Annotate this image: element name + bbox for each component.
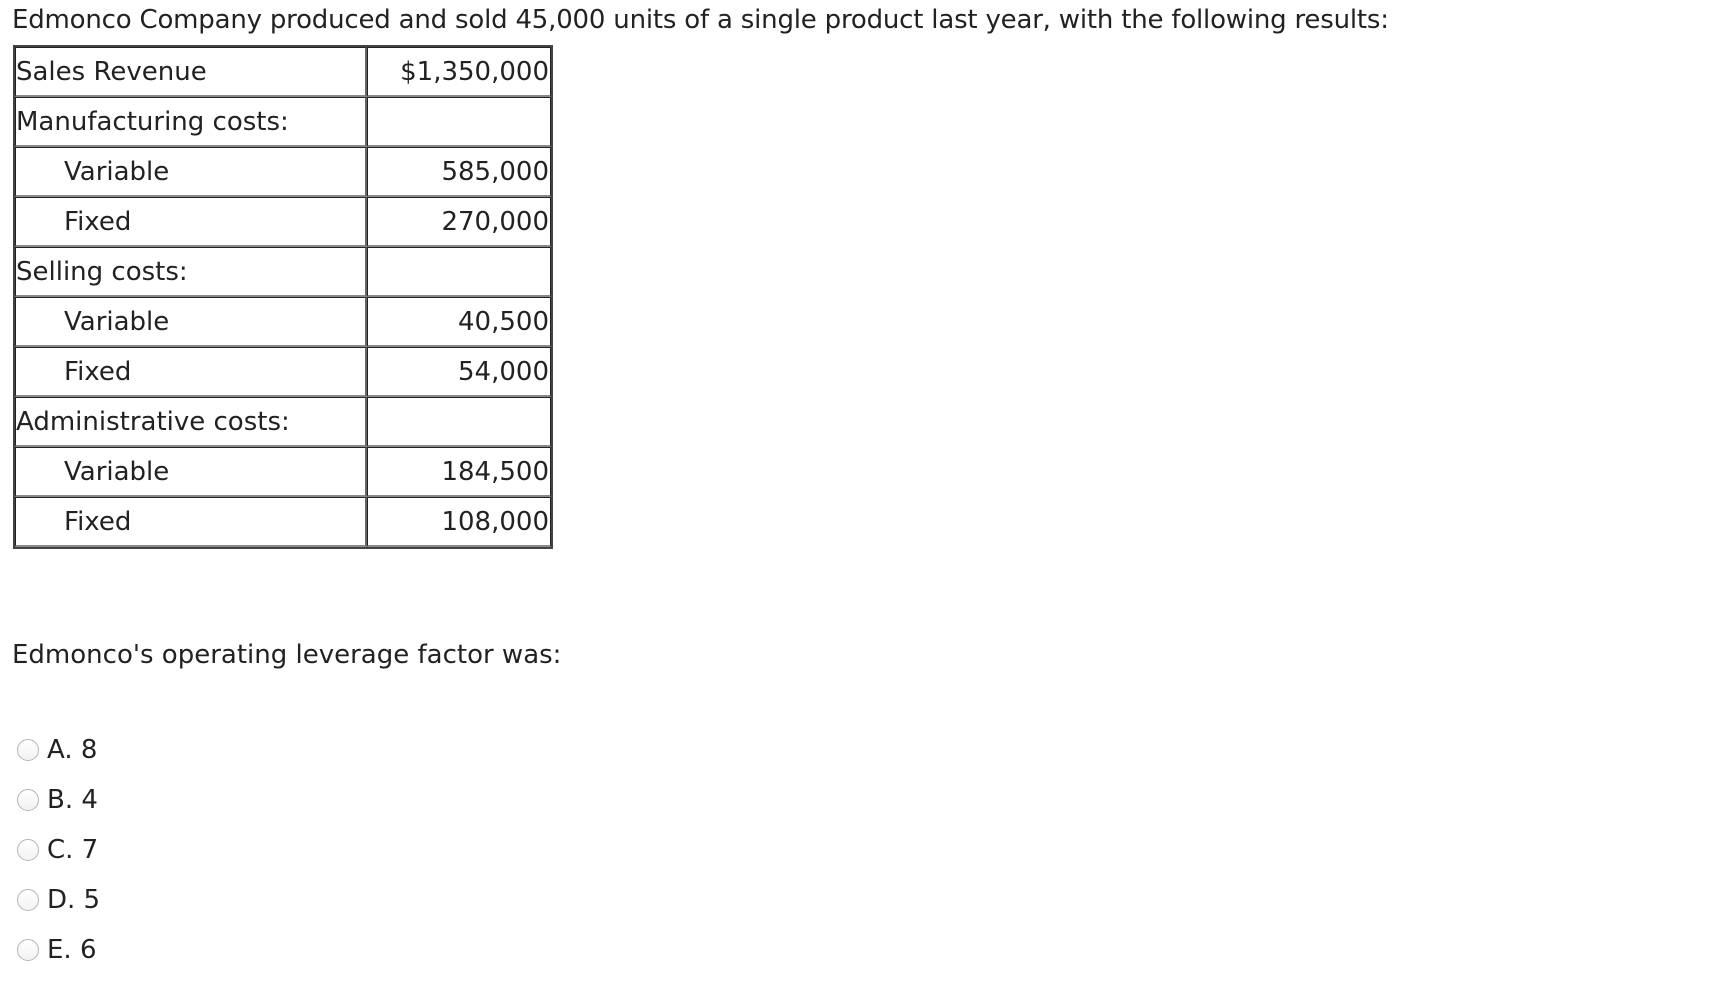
question-text: Edmonco's operating leverage factor was:	[12, 640, 562, 670]
radio-button-b[interactable]	[17, 789, 39, 811]
row-value: 54,000	[367, 347, 551, 397]
table-row	[15, 297, 551, 347]
option-b-label[interactable]: B. 4	[47, 785, 98, 815]
option-a-label[interactable]: A. 8	[47, 735, 98, 765]
row-label: Administrative costs:	[15, 397, 367, 447]
row-value: 585,000	[367, 147, 551, 197]
table-row	[15, 197, 551, 247]
radio-button-c[interactable]	[17, 839, 39, 861]
option-c[interactable]	[17, 825, 100, 875]
intro-text: Edmonco Company produced and sold 45,000 units of a single product last year, with the following results:	[12, 5, 1389, 35]
answer-options	[17, 725, 100, 975]
radio-button-e[interactable]	[17, 939, 39, 961]
table-row	[15, 147, 551, 197]
row-value: 270,000	[367, 197, 551, 247]
option-e[interactable]	[17, 925, 100, 975]
row-label: Selling costs:	[15, 247, 367, 297]
row-label: Variable	[15, 297, 367, 347]
results-table	[13, 45, 553, 549]
table-row	[15, 47, 551, 97]
option-b[interactable]	[17, 775, 100, 825]
table-row	[15, 247, 551, 297]
option-c-label[interactable]: C. 7	[47, 835, 99, 865]
option-d[interactable]	[17, 875, 100, 925]
row-value: 184,500	[367, 447, 551, 497]
row-value	[367, 97, 551, 147]
radio-button-a[interactable]	[17, 739, 39, 761]
table-row	[15, 347, 551, 397]
option-a[interactable]	[17, 725, 100, 775]
row-label: Fixed	[15, 347, 367, 397]
row-value: 108,000	[367, 497, 551, 547]
row-label: Fixed	[15, 197, 367, 247]
row-label: Variable	[15, 447, 367, 497]
option-d-label[interactable]: D. 5	[47, 885, 101, 915]
table-row	[15, 447, 551, 497]
row-value: $1,350,000	[367, 47, 551, 97]
table-row	[15, 397, 551, 447]
table-row	[15, 97, 551, 147]
row-label: Sales Revenue	[15, 47, 367, 97]
row-value	[367, 247, 551, 297]
table-row	[15, 497, 551, 547]
option-e-label[interactable]: E. 6	[47, 935, 97, 965]
row-value: 40,500	[367, 297, 551, 347]
row-label: Fixed	[15, 497, 367, 547]
row-label: Manufacturing costs:	[15, 97, 367, 147]
row-value	[367, 397, 551, 447]
radio-button-d[interactable]	[17, 889, 39, 911]
row-label: Variable	[15, 147, 367, 197]
